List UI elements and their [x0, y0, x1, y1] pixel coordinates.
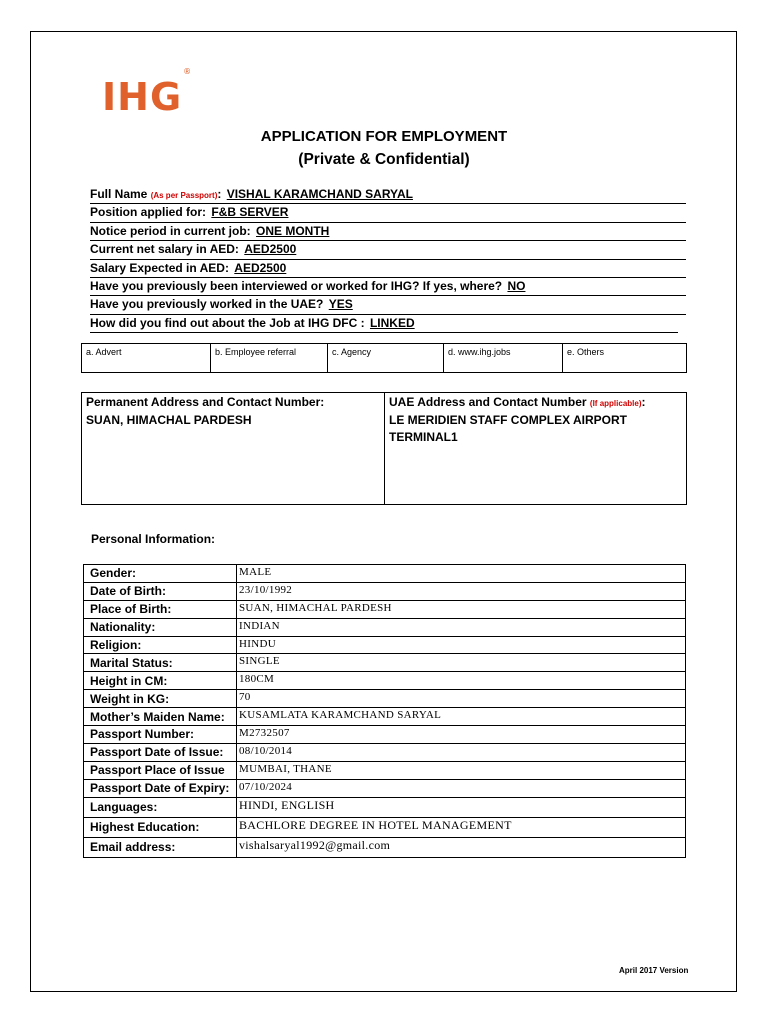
- nationality-label: Nationality:: [84, 618, 237, 636]
- option-ihg-jobs[interactable]: d. www.ihg.jobs: [444, 344, 563, 373]
- position-value: F&B SERVER: [211, 205, 289, 220]
- worked-in-uae-value: YES: [328, 297, 353, 312]
- full-name-row[interactable]: Full Name (As per Passport): VISHAL KARAMCHAND SARYAL: [90, 186, 686, 204]
- height-value[interactable]: 180CM: [237, 672, 686, 690]
- table-row: [84, 779, 686, 797]
- highest-education-value[interactable]: BACHLORE DEGREE IN HOTEL MANAGEMENT: [237, 817, 686, 837]
- if-applicable-note: (If applicable): [589, 399, 642, 408]
- current-salary-value: AED2500: [244, 242, 297, 257]
- table-row: [84, 817, 686, 837]
- dob-label: Date of Birth:: [84, 582, 237, 600]
- table-row: [84, 636, 686, 654]
- table-row: [84, 565, 686, 583]
- position-row[interactable]: Position applied for: F&B SERVER: [90, 204, 686, 222]
- form-subtitle: (Private & Confidential): [298, 151, 470, 168]
- passport-number-value[interactable]: M2732507: [237, 726, 686, 744]
- languages-value[interactable]: HINDI, ENGLISH: [237, 797, 686, 817]
- languages-label: Languages:: [84, 797, 237, 817]
- personal-information-table: [83, 564, 686, 858]
- worked-in-uae-row[interactable]: Have you previously worked in the UAE? YES: [90, 296, 686, 314]
- marital-status-value[interactable]: SINGLE: [237, 654, 686, 672]
- table-row: [84, 690, 686, 708]
- option-agency[interactable]: c. Agency: [328, 344, 444, 373]
- permanent-address-value: SUAN, HIMACHAL PARDESH: [86, 413, 252, 427]
- permanent-address-label: Permanent Address and Contact Number:: [86, 395, 325, 409]
- notice-period-value: ONE MONTH: [256, 223, 330, 238]
- expected-salary-value: AED2500: [234, 260, 287, 275]
- place-of-birth-value[interactable]: SUAN, HIMACHAL PARDESH: [237, 600, 686, 618]
- table-row: [84, 743, 686, 761]
- passport-expiry-value[interactable]: 07/10/2024: [237, 779, 686, 797]
- expected-salary-row[interactable]: Salary Expected in AED: AED2500: [90, 260, 686, 278]
- previously-interviewed-row[interactable]: Have you previously been interviewed or worked for IHG? If yes, where? NO: [90, 278, 686, 296]
- table-row: [84, 654, 686, 672]
- email-label: Email address:: [84, 837, 237, 857]
- table-row: [84, 761, 686, 779]
- mothers-maiden-name-label: Mother’s Maiden Name:: [84, 708, 237, 726]
- passport-issue-date-label: Passport Date of Issue:: [84, 743, 237, 761]
- passport-issue-date-value[interactable]: 08/10/2014: [237, 743, 686, 761]
- full-name-value: VISHAL KARAMCHAND SARYAL: [226, 187, 413, 201]
- weight-value[interactable]: 70: [237, 690, 686, 708]
- weight-label: Weight in KG:: [84, 690, 237, 708]
- table-row: [84, 618, 686, 636]
- ihg-logo: IHG®: [102, 67, 193, 119]
- version-footer: April 2017 Version: [619, 966, 689, 975]
- passport-note: (As per Passport): [150, 191, 218, 200]
- job-source-options: [81, 343, 687, 373]
- option-advert[interactable]: a. Advert: [82, 344, 211, 373]
- form-title: APPLICATION FOR EMPLOYMENT: [260, 128, 508, 145]
- table-row: [84, 582, 686, 600]
- table-row: [84, 837, 686, 857]
- dob-value[interactable]: 23/10/1992: [237, 582, 686, 600]
- table-row: [84, 708, 686, 726]
- uae-address-label: UAE Address and Contact Number: [389, 395, 590, 409]
- passport-number-label: Passport Number:: [84, 726, 237, 744]
- notice-period-row[interactable]: Notice period in current job: ONE MONTH: [90, 223, 686, 241]
- religion-value[interactable]: HINDU: [237, 636, 686, 654]
- table-row: [84, 797, 686, 817]
- religion-label: Religion:: [84, 636, 237, 654]
- height-label: Height in CM:: [84, 672, 237, 690]
- uae-address-cell[interactable]: UAE Address and Contact Number (If applicable): LE MERIDIEN STAFF COMPLEX AIRPORT TERMINAL1: [385, 393, 687, 505]
- current-salary-row[interactable]: Current net salary in AED: AED2500: [90, 241, 686, 259]
- passport-expiry-label: Passport Date of Expiry:: [84, 779, 237, 797]
- mothers-maiden-name-value[interactable]: KUSAMLATA KARAMCHAND SARYAL: [237, 708, 686, 726]
- passport-issue-place-value[interactable]: MUMBAI, THANE: [237, 761, 686, 779]
- nationality-value[interactable]: INDIAN: [237, 618, 686, 636]
- option-others[interactable]: e. Others: [563, 344, 687, 373]
- uae-address-line1: LE MERIDIEN STAFF COMPLEX AIRPORT: [389, 413, 628, 427]
- gender-value[interactable]: MALE: [237, 565, 686, 583]
- table-row: [84, 672, 686, 690]
- option-employee-referral[interactable]: b. Employee referral: [211, 344, 328, 373]
- uae-address-line2: TERMINAL1: [389, 430, 458, 444]
- permanent-address-cell[interactable]: [82, 393, 385, 505]
- table-row: [84, 726, 686, 744]
- email-value[interactable]: vishalsaryal1992@gmail.com: [237, 837, 686, 857]
- applicant-fields: [90, 186, 686, 333]
- previously-interviewed-value: NO: [507, 278, 526, 293]
- table-row: [84, 600, 686, 618]
- place-of-birth-label: Place of Birth:: [84, 600, 237, 618]
- job-source-value: LINKED: [369, 315, 415, 330]
- gender-label: Gender:: [84, 565, 237, 583]
- job-source-row[interactable]: How did you find out about the Job at IHG DFC : LINKED: [90, 315, 678, 333]
- address-table: [81, 392, 687, 505]
- passport-issue-place-label: Passport Place of Issue: [84, 761, 237, 779]
- highest-education-label: Highest Education:: [84, 817, 237, 837]
- marital-status-label: Marital Status:: [84, 654, 237, 672]
- personal-information-heading: Personal Information:: [91, 532, 216, 546]
